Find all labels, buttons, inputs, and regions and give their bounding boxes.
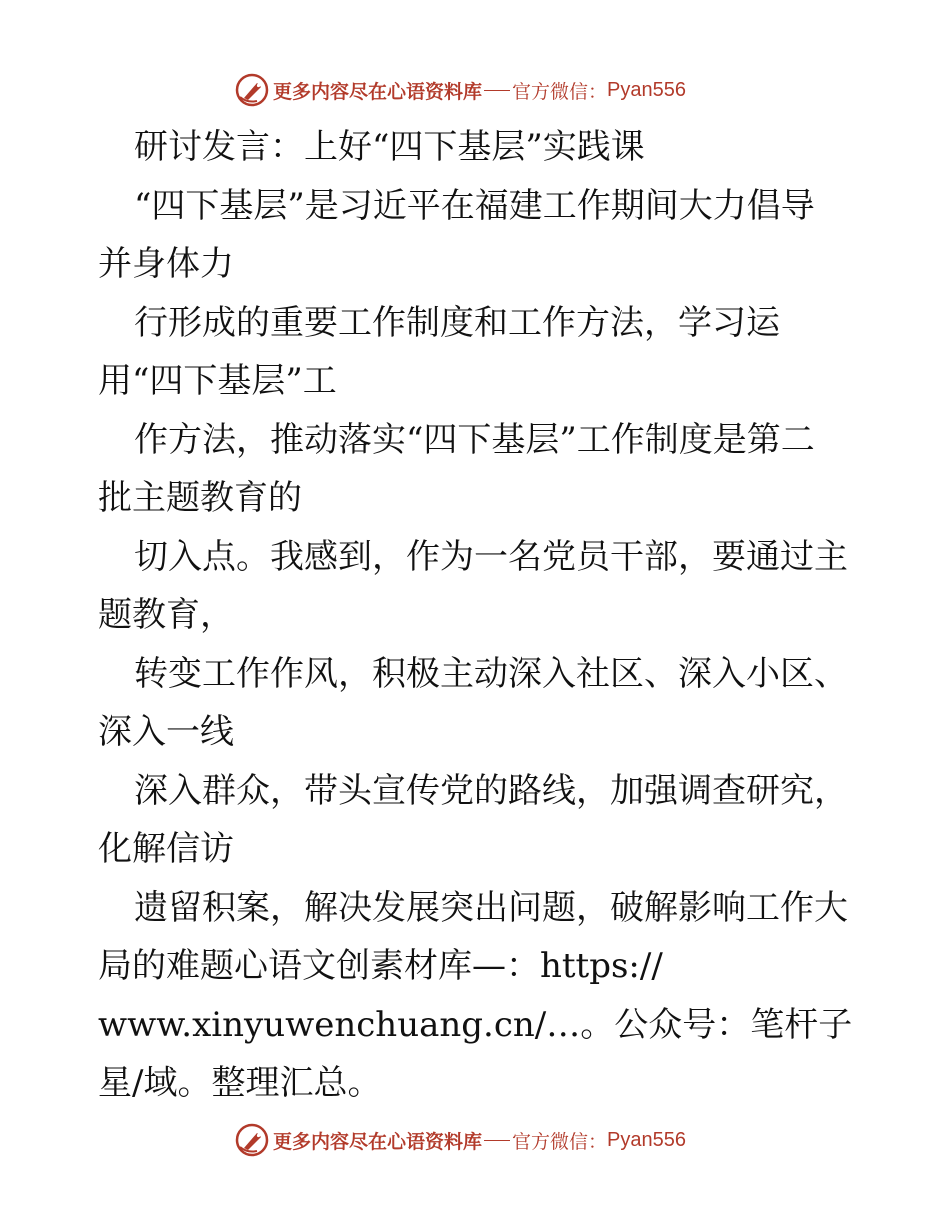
paragraph-line: “四下基层”是习近平在福建工作期间大力倡导 bbox=[134, 185, 815, 226]
header-separator bbox=[484, 90, 510, 91]
paragraph-line: 行形成的重要工作制度和工作方法，学习运 bbox=[134, 302, 780, 343]
paragraph-line: 转变工作作风，积极主动深入社区、深入小区、 bbox=[134, 653, 848, 694]
paragraph-line: 局的难题心语文创素材库—：https:// bbox=[98, 946, 663, 986]
paragraph-line: 批主题教育的 bbox=[98, 478, 302, 518]
page-header-watermark bbox=[235, 72, 686, 108]
paragraph-line: 用“四下基层”工 bbox=[98, 361, 337, 401]
paragraph-line: 题教育， bbox=[98, 595, 234, 635]
paragraph-line: 深入一线 bbox=[98, 712, 234, 752]
footer-wechat-label: 官方微信： bbox=[512, 1130, 608, 1153]
header-wechat-id: Pyan556 bbox=[607, 78, 686, 101]
page-footer-watermark bbox=[235, 1122, 686, 1158]
paragraph-line: www.xinyuwenchuang.cn/…。公众号：笔杆子 bbox=[98, 1004, 853, 1045]
paragraph-line: 作方法，推动落实“四下基层”工作制度是第二 bbox=[134, 419, 815, 460]
paragraph-line: 遗留积案，解决发展突出问题，破解影响工作大 bbox=[134, 887, 848, 928]
paragraph-line: 切入点。我感到，作为一名党员干部，要通过主 bbox=[134, 536, 848, 577]
pen-nib-logo-icon bbox=[235, 73, 269, 107]
footer-brand-text: 更多内容尽在心语资料库 bbox=[273, 1130, 483, 1153]
header-brand-text: 更多内容尽在心语资料库 bbox=[273, 80, 483, 103]
paragraph-line: 化解信访 bbox=[98, 829, 234, 869]
footer-wechat-id: Pyan556 bbox=[607, 1128, 686, 1151]
paragraph-line: 星/域。整理汇总。 bbox=[98, 1063, 382, 1103]
paragraph-line: 并身体力 bbox=[98, 244, 234, 284]
document-title: 研讨发言：上好“四下基层”实践课 bbox=[134, 127, 645, 167]
paragraph-line: 深入群众，带头宣传党的路线，加强调查研究， bbox=[134, 770, 848, 811]
footer-separator bbox=[484, 1140, 510, 1141]
pen-nib-logo-icon bbox=[235, 1123, 269, 1157]
header-wechat-label: 官方微信： bbox=[512, 80, 608, 103]
document-body bbox=[98, 118, 858, 1113]
